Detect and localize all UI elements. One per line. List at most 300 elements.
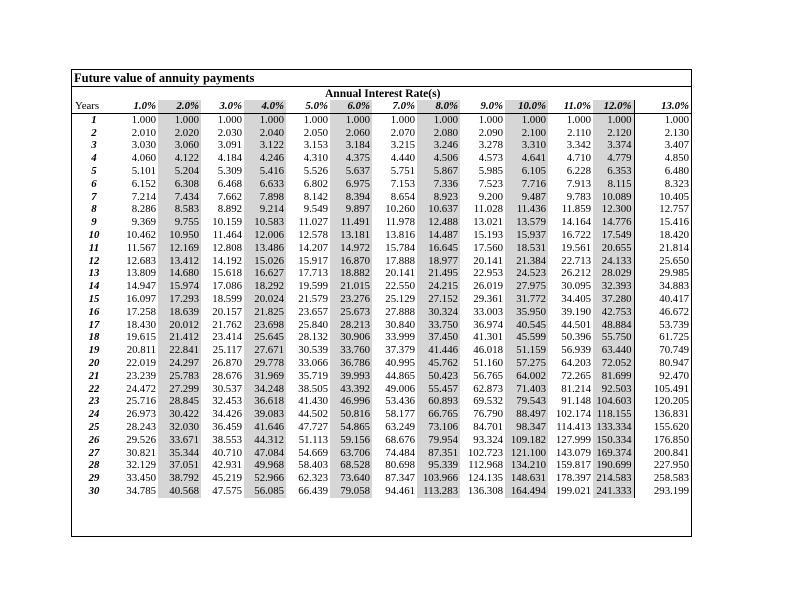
year-cell: 14 [88,280,100,293]
value-cell: 7.434 [158,191,201,204]
value-cell: 4.710 [566,152,591,165]
value-cell: 214.583 [593,472,634,485]
value-cell: 11.978 [385,216,415,229]
value-cell: 55.457 [417,383,460,396]
value-cell: 7.898 [244,191,286,204]
value-cell: 34.785 [126,484,156,497]
value-cell: 136.831 [634,408,691,421]
value-cell: 21.495 [417,267,460,280]
value-cell: 10.637 [417,203,460,216]
value-cell: 27.888 [385,305,415,318]
value-cell: 44.312 [244,434,286,447]
table-row [72,357,691,370]
value-cell: 25.673 [330,306,372,319]
value-cell: 37.379 [385,344,415,357]
value-cell: 63.249 [385,420,415,433]
value-cell: 52.966 [244,472,286,485]
value-cell: 11.859 [561,203,591,216]
value-cell: 30.906 [330,331,372,344]
table-row [72,165,691,178]
value-cell: 8.394 [330,191,372,204]
value-cell: 44.501 [561,318,591,331]
value-cell: 22.550 [385,280,415,293]
year-cell: 23 [88,395,100,408]
value-cell: 19.599 [298,280,328,293]
value-cell: 8.142 [303,190,328,203]
value-cell: 5.637 [330,165,372,178]
table-row [72,203,691,216]
value-cell: 59.156 [330,434,372,447]
value-cell: 41.301 [473,331,503,344]
table-row [72,293,691,306]
value-cell: 80.698 [385,459,415,472]
value-cell: 26.212 [561,267,591,280]
value-cell: 30.095 [561,280,591,293]
value-cell: 55.750 [593,331,634,344]
value-cell: 40.417 [634,293,691,306]
value-cell: 50.396 [561,331,591,344]
value-cell: 51.160 [473,356,503,369]
value-cell: 4.060 [131,152,156,165]
value-cell: 17.258 [126,305,156,318]
year-cell: 8 [91,203,97,216]
value-cell: 34.426 [212,408,242,421]
value-cell: 27.299 [158,383,201,396]
value-cell: 64.002 [505,370,548,383]
value-cell: 33.760 [330,344,372,357]
value-cell: 33.750 [417,319,460,332]
value-cell: 9.549 [303,203,328,216]
value-cell: 25.129 [385,292,415,305]
value-cell: 36.786 [330,357,372,370]
years-column-header: Years [75,100,100,112]
value-cell: 3.091 [217,139,242,152]
value-cell: 46.018 [473,344,503,357]
value-cell: 56.085 [244,485,286,498]
value-cell: 18.292 [244,280,286,293]
value-cell: 1.000 [460,113,505,126]
value-cell: 5.309 [217,164,242,177]
rate-header-cell: 4.0% [244,100,286,113]
value-cell: 12.300 [593,203,634,216]
value-cell: 14.776 [593,216,634,229]
value-cell: 66.765 [417,408,460,421]
value-cell: 9.214 [244,203,286,216]
value-cell: 91.148 [561,395,591,408]
value-cell: 6.152 [131,177,156,190]
value-cell: 4.310 [303,152,328,165]
rate-header-cell: 9.0% [480,100,503,112]
value-cell: 10.159 [212,216,242,229]
value-cell: 2.060 [330,127,372,140]
value-cell: 35.719 [298,369,328,382]
year-cell: 10 [88,228,100,241]
table-row [72,178,691,191]
value-cell: 6.228 [566,164,591,177]
value-cell: 2.070 [390,126,415,139]
value-cell: 148.631 [505,472,548,485]
value-cell: 63.706 [330,447,372,460]
value-cell: 33.450 [126,472,156,485]
value-cell: 68.676 [385,433,415,446]
value-cell: 30.840 [385,318,415,331]
year-cell: 28 [88,459,100,472]
value-cell: 87.351 [417,447,460,460]
value-cell: 49.968 [244,459,286,472]
value-cell: 95.339 [417,459,460,472]
value-cell: 5.985 [478,164,503,177]
value-cell: 81.699 [593,370,634,383]
value-cell: 13.579 [505,216,548,229]
value-cell: 28.243 [126,420,156,433]
value-cell: 6.105 [505,165,548,178]
value-cell: 14.680 [158,267,201,280]
year-cell: 12 [88,254,100,267]
value-cell: 11.491 [330,216,372,229]
table-row [72,395,691,408]
value-cell: 136.308 [467,484,503,497]
value-cell: 17.549 [593,229,634,242]
value-cell: 7.913 [566,177,591,190]
value-cell: 5.204 [158,165,201,178]
value-cell: 51.159 [505,344,548,357]
value-cell: 21.384 [505,255,548,268]
value-cell: 47.575 [212,484,242,497]
value-cell: 39.993 [330,370,372,383]
value-cell: 72.265 [561,369,591,382]
value-cell: 57.275 [505,357,548,370]
year-cell: 11 [88,241,100,254]
year-cell: 3 [91,139,97,152]
value-cell: 15.974 [158,280,201,293]
year-cell: 18 [88,331,100,344]
value-cell: 8.115 [593,178,634,191]
value-cell: 6.480 [634,165,691,178]
value-cell: 20.012 [158,319,201,332]
year-cell: 25 [88,420,100,433]
year-cell: 19 [88,344,100,357]
value-cell: 26.019 [473,280,503,293]
value-cell: 27.152 [417,293,460,306]
value-cell: 102.723 [467,446,503,459]
value-cell: 53.436 [385,395,415,408]
value-cell: 7.336 [417,178,460,191]
value-cell: 15.193 [473,228,503,241]
value-cell: 118.155 [593,408,634,421]
value-cell: 25.716 [126,395,156,408]
value-cell: 29.778 [244,357,286,370]
value-cell: 94.461 [385,484,415,497]
value-cell: 14.972 [330,242,372,255]
value-cell: 47.727 [298,420,328,433]
value-cell: 34.405 [561,292,591,305]
value-cell: 79.058 [330,485,372,498]
value-cell: 12.757 [634,203,691,216]
value-cell: 22.713 [561,254,591,267]
value-cell: 58.403 [298,459,328,472]
value-cell: 9.487 [505,191,548,204]
value-cell: 72.052 [593,357,634,370]
value-cell: 25.117 [212,344,242,357]
value-cell: 46.672 [634,306,691,319]
value-cell: 71.403 [505,383,548,396]
year-cell: 5 [91,164,97,177]
value-cell: 3.310 [505,139,548,152]
value-cell: 113.283 [417,485,460,498]
value-cell: 45.219 [212,472,242,485]
value-cell: 11.436 [505,203,548,216]
value-cell: 42.931 [212,459,242,472]
table-row [72,408,691,421]
value-cell: 11.028 [473,203,503,216]
value-cell: 15.026 [244,255,286,268]
value-cell: 4.850 [634,152,691,165]
value-cell: 105.491 [634,383,691,396]
value-cell: 9.783 [566,190,591,203]
value-cell: 11.027 [298,216,328,229]
value-cell: 30.537 [212,382,242,395]
value-cell: 29.985 [634,267,691,280]
value-cell: 68.528 [330,459,372,472]
value-cell: 45.599 [505,331,548,344]
value-cell: 32.030 [158,421,201,434]
value-cell: 44.865 [385,369,415,382]
value-cell: 28.132 [298,331,328,344]
value-cell: 18.430 [126,318,156,331]
value-cell: 1.000 [286,113,330,126]
value-cell: 28.845 [158,395,201,408]
title-divider [72,86,691,87]
value-cell: 16.627 [244,267,286,280]
year-cell: 7 [91,190,97,203]
rate-header-cell: 3.0% [219,100,242,112]
value-cell: 20.024 [244,293,286,306]
table-row [72,152,691,165]
value-cell: 73.106 [417,421,460,434]
value-cell: 1.000 [201,113,244,126]
value-cell: 23.657 [298,305,328,318]
value-cell: 17.888 [385,254,415,267]
value-cell: 15.917 [298,254,328,267]
value-cell: 18.639 [158,306,201,319]
value-cell: 38.792 [158,472,201,485]
value-cell: 21.825 [244,306,286,319]
year-cell: 21 [88,369,100,382]
value-cell: 32.129 [126,459,156,472]
value-cell: 227.950 [634,459,691,472]
value-cell: 73.640 [330,472,372,485]
table-row [72,447,691,460]
value-cell: 26.870 [212,356,242,369]
value-cell: 30.539 [298,344,328,357]
year-cell: 6 [91,177,97,190]
value-cell: 10.583 [244,216,286,229]
value-cell: 13.412 [158,255,201,268]
value-cell: 8.583 [158,203,201,216]
value-cell: 15.416 [634,216,691,229]
value-cell: 64.203 [561,356,591,369]
rate-header-cell: 6.0% [330,100,372,113]
value-cell: 81.214 [561,382,591,395]
value-cell: 5.101 [131,164,156,177]
value-cell: 27.671 [244,344,286,357]
table-row [72,280,691,293]
value-cell: 23.276 [330,293,372,306]
value-cell: 62.323 [298,472,328,485]
value-cell: 24.215 [417,280,460,293]
value-cell: 38.553 [212,433,242,446]
value-cell: 12.808 [212,241,242,254]
value-cell: 4.506 [417,152,460,165]
value-cell: 150.334 [593,434,634,447]
table-row [72,421,691,434]
value-cell: 43.392 [330,383,372,396]
value-cell: 51.113 [298,433,328,446]
value-cell: 66.439 [298,484,328,497]
year-cell: 20 [88,356,100,369]
value-cell: 17.293 [158,293,201,306]
value-cell: 35.950 [505,306,548,319]
value-cell: 103.966 [417,472,460,485]
value-cell: 104.603 [593,395,634,408]
value-cell: 2.080 [417,127,460,140]
value-cell: 6.633 [244,178,286,191]
value-cell: 8.286 [131,203,156,216]
value-cell: 16.722 [561,228,591,241]
value-cell: 50.816 [330,408,372,421]
value-cell: 109.182 [505,434,548,447]
value-cell: 3.342 [566,139,591,152]
value-cell: 28.029 [593,267,634,280]
value-cell: 159.817 [555,459,591,472]
value-cell: 16.870 [330,255,372,268]
value-cell: 54.669 [298,446,328,459]
value-cell: 15.784 [385,241,415,254]
value-cell: 1.000 [116,113,158,126]
value-cell: 24.523 [505,267,548,280]
value-cell: 133.334 [593,421,634,434]
value-cell: 2.020 [158,127,201,140]
rate-header-cell: 5.0% [305,100,328,112]
value-cell: 5.526 [303,164,328,177]
value-cell: 21.412 [158,331,201,344]
value-cell: 12.006 [244,229,286,242]
table-row [72,344,691,357]
value-cell: 16.097 [126,292,156,305]
value-cell: 17.560 [473,241,503,254]
value-cell: 134.210 [505,459,548,472]
value-cell: 33.999 [385,331,415,344]
value-cell: 56.939 [561,344,591,357]
value-cell: 74.484 [385,446,415,459]
value-cell: 37.280 [593,293,634,306]
value-cell: 41.646 [244,421,286,434]
value-cell: 4.440 [390,152,415,165]
value-cell: 1.000 [548,113,593,126]
table-row [72,319,691,332]
value-cell: 10.950 [158,229,201,242]
value-cell: 21.814 [634,242,691,255]
value-cell: 127.999 [555,433,591,446]
value-cell: 20.655 [593,242,634,255]
value-cell: 62.873 [473,382,503,395]
value-cell: 6.308 [158,178,201,191]
value-cell: 48.884 [593,319,634,332]
value-cell: 2.110 [567,126,591,139]
value-cell: 20.811 [126,344,156,357]
value-cell: 178.397 [555,472,591,485]
value-cell: 33.066 [298,356,328,369]
value-cell: 35.344 [158,447,201,460]
value-cell: 58.177 [385,408,415,421]
value-cell: 31.772 [505,293,548,306]
value-cell: 19.561 [561,241,591,254]
value-cell: 199.021 [555,484,591,497]
value-cell: 60.893 [417,395,460,408]
value-cell: 34.248 [244,383,286,396]
value-cell: 7.153 [390,177,415,190]
value-cell: 7.716 [505,178,548,191]
value-cell: 41.446 [417,344,460,357]
table-row [72,485,691,498]
rate-header-cell: 1.0% [133,100,156,112]
value-cell: 258.583 [634,472,691,485]
value-cell: 80.947 [634,357,691,370]
rate-header-cell: 10.0% [505,100,548,113]
value-cell: 7.523 [478,177,503,190]
value-cell: 18.599 [212,292,242,305]
value-cell: 24.133 [593,255,634,268]
value-cell: 14.207 [298,241,328,254]
value-cell: 37.450 [417,331,460,344]
rate-header-cell: 7.0% [392,100,415,112]
value-cell: 29.361 [473,292,503,305]
value-cell: 143.079 [555,446,591,459]
table-row [72,242,691,255]
value-cell: 1.000 [634,113,691,126]
value-cell: 30.422 [158,408,201,421]
value-cell: 19.615 [126,331,156,344]
value-cell: 6.353 [593,165,634,178]
value-cell: 2.130 [634,127,691,140]
value-cell: 20.141 [473,254,503,267]
value-cell: 120.205 [634,395,691,408]
rate-header-cell: 12.0% [593,100,634,113]
value-cell: 2.040 [244,127,286,140]
value-cell: 17.713 [298,267,328,280]
value-cell: 16.645 [417,242,460,255]
table-row [72,331,691,344]
year-cell: 13 [88,267,100,280]
value-cell: 2.090 [478,126,503,139]
value-cell: 79.543 [505,395,548,408]
value-cell: 3.215 [390,139,415,152]
value-cell: 18.882 [330,267,372,280]
value-cell: 2.010 [131,126,156,139]
value-cell: 84.701 [473,420,503,433]
value-cell: 27.975 [505,280,548,293]
value-cell: 40.710 [212,446,242,459]
value-cell: 8.654 [390,190,415,203]
value-cell: 87.347 [385,472,415,485]
value-cell: 13.021 [473,216,503,229]
value-cell: 3.030 [131,139,156,152]
value-cell: 22.019 [126,356,156,369]
year-cell: 24 [88,408,100,421]
value-cell: 4.573 [478,152,503,165]
value-cell: 12.683 [126,254,156,267]
value-cell: 293.199 [634,485,691,498]
